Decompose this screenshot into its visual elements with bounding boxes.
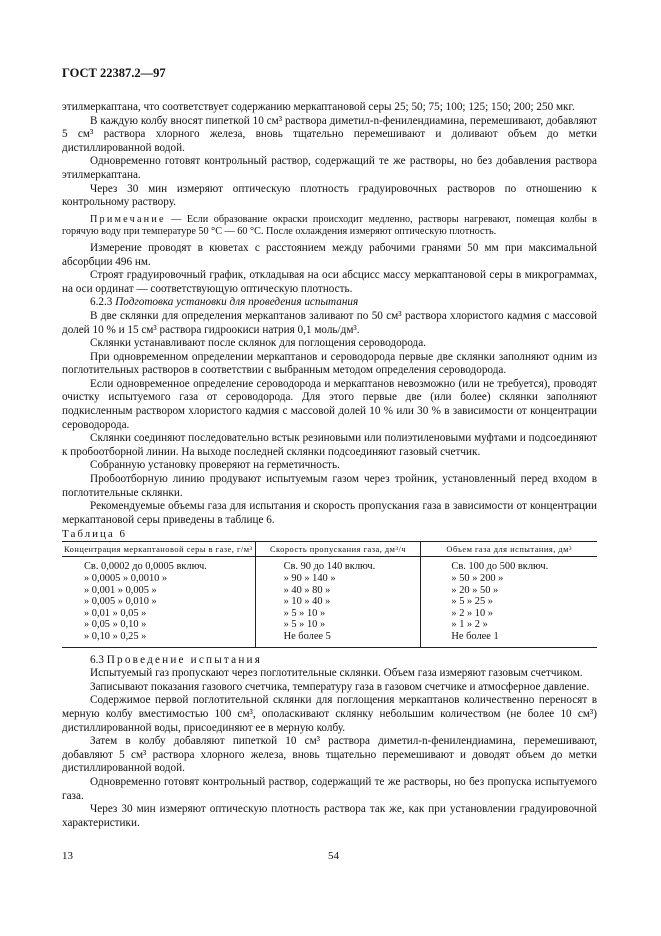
paragraph: Испытуемый газ пропускают через поглотительные склянки. Объем газа измеряют газовым счетчиком.: [90, 667, 583, 680]
table-caption: Таблица 6: [62, 528, 128, 541]
section-number: 6.2.3: [90, 296, 113, 309]
section-heading-6-2-3: [62, 296, 597, 310]
table-cell-line: » 0,01 » 0,05 »: [84, 607, 147, 619]
table-cell-volume: [421, 557, 597, 647]
table-cell-line: » 5 » 10 »: [283, 619, 326, 631]
paragraph: Склянки устанавливают после склянок для поглощения сероводорода.: [90, 337, 426, 350]
paragraph: Если одновременное определение сероводорода и меркаптанов невозможно (или не требуется), проводят очистку испытуемого газа от сероводорода. Для этого первые две (или более) склянки заполняют подкисленным раствором хлористого кадмия с массовой долей 10 % или 30 % в зависимости от концентрации сероводорода.: [62, 377, 597, 431]
paragraph: В две склянки для определения меркаптанов заливают по 50 см³ раствора хлористого кадмия с массовой долей 10 % и 15 см³ раствора гидроокиси натрия 0,1 моль/дм³.: [62, 309, 597, 336]
page-footer: [62, 850, 597, 862]
table-cell-line: » 1 » 2 »: [451, 619, 488, 631]
paragraph: Одновременно готовят контрольный раствор, содержащий те же растворы, но без пропуска испытуемого газа.: [62, 775, 597, 802]
paragraph: Склянки соединяют последовательно встык резиновыми или полиэтиленовыми муфтами и подсоединяют к пробоотборной линии. На выходе последней склянки подсоединяют газовый счетчик.: [62, 432, 597, 458]
footer-page-left: 13: [62, 850, 73, 862]
table-cell-line: » 20 » 50 »: [451, 584, 499, 596]
section-title: Проведение испытания: [106, 653, 263, 666]
table-row: [62, 557, 597, 647]
paragraph: Пробоотборную линию продувают испытуемым газом через тройник, установленный перед входом в поглотительные склянки.: [62, 473, 597, 499]
table-cell-line: Св. 0,0002 до 0,0005 включ.: [84, 561, 207, 573]
table-cell-line: » 90 » 140 »: [283, 573, 336, 584]
section-number: 6.3: [90, 653, 104, 666]
table-header-row: [62, 542, 597, 557]
table-cell-line: Не более 5: [283, 630, 331, 642]
table-header-cell: Концентрация меркаптановой серы в газе, г/м³: [62, 542, 255, 557]
table-cell-line: » 10 » 40 »: [283, 596, 331, 608]
table-cell-line: Св. 90 до 140 включ.: [283, 561, 376, 573]
table-cell-line: » 5 » 25 »: [451, 596, 493, 608]
note: [62, 214, 597, 239]
table-cell-line: » 50 » 200 »: [451, 573, 504, 584]
table-cell-line: » 2 » 10 »: [451, 607, 493, 619]
paragraph: Измерение проводят в кюветах с расстоянием между рабочими гранями 50 мм при максимальной абсорбции 496 нм.: [62, 241, 597, 268]
paragraph: этилмеркаптана, что соответствует содержанию меркаптановой серы 25; 50; 75; 100; 125; 150; 200; 250 мкг.: [62, 101, 575, 113]
table-cell-line: » 0,001 » 0,005 »: [84, 584, 157, 596]
table-cell-speed: [255, 557, 421, 647]
section-heading-6-3: [62, 654, 597, 668]
paragraph: Одновременно готовят контрольный раствор, содержащий те же растворы, но без добавления раствора этилмеркаптана.: [62, 155, 597, 181]
table-cell-line: » 40 » 80 »: [283, 584, 331, 596]
paragraph: Через 30 мин измеряют оптическую плотность раствора так же, как при установлении градуировочной характеристики.: [62, 803, 597, 829]
table-cell-line: Св. 100 до 500 включ.: [451, 561, 549, 573]
paragraph: Содержимое первой поглотительной склянки для поглощения меркаптанов количественно переносят в мерную колбу вместимостью 100 см³, ополаскивают склянку небольшим количеством (не более 10 см³) дистиллированной воды, присоединяют ее в мерную колбу.: [62, 694, 597, 734]
section-title: Подготовка установки для проведения испытания: [115, 296, 359, 309]
paragraph: Через 30 мин измеряют оптическую плотность градуировочных растворов по отношению к контрольному раствору.: [62, 182, 597, 209]
footer-page-number: 54: [328, 850, 339, 862]
paragraph: В каждую колбу вносят пипеткой 10 см³ раствора диметил-n-фенилендиамина, перемешивают, добавляют 5 см³ раствора хлорного железа, вновь тщательно перемешивают и доливают объем до метки дистиллированной водой.: [62, 114, 597, 154]
table-6: [62, 541, 597, 647]
paragraph: Строят градуировочный график, откладывая на оси абсцисс массу меркаптановой серы в микрограммах, на оси ординат — соответствующую оптическую плотность.: [62, 269, 597, 295]
note-label: Примечание: [90, 213, 166, 225]
table-header-cell: Скорость пропускания газа, дм³/ч: [255, 542, 421, 557]
table-cell-line: » 5 » 10 »: [283, 607, 326, 619]
table-cell-line: » 0,05 » 0,10 »: [84, 619, 147, 631]
table-cell-concentration: [62, 557, 255, 647]
table-cell-line: » 0,005 » 0,010 »: [84, 596, 157, 608]
table-cell-line: » 0,0005 » 0,0010 »: [84, 573, 168, 584]
paragraph: Записывают показания газового счетчика, температуру газа в газовом счетчике и атмосферное давление.: [90, 680, 590, 693]
paragraph: Рекомендуемые объемы газа для испытания и скорость пропускания газа в зависимости от концентрации меркаптановой серы приведены в таблице 6.: [62, 500, 597, 526]
table-cell-line: Не более 1: [451, 630, 499, 642]
document-page: [62, 66, 597, 830]
note-text: — Если образование окраски происходит медленно, растворы нагревают, помещая колбы в горячую воду при температуре 50 °С — 60 °С. После охлаждения измеряют оптическую плотность.: [62, 213, 597, 238]
table-cell-line: » 0,10 » 0,25 »: [84, 630, 147, 642]
table-header-cell: Объем газа для испытания, дм³: [421, 542, 597, 557]
paragraph: Собранную установку проверяют на герметичность.: [90, 459, 340, 472]
paragraph: При одновременном определении меркаптанов и сероводорода первые две склянки заполняют одним из поглотительных растворов в соответствии с выбранным методом определения сероводорода.: [62, 350, 597, 377]
document-header: ГОСТ 22387.2—97: [62, 66, 166, 80]
paragraph: Затем в колбу добавляют пипеткой 10 см³ раствора диметил-n-фенилендиамина, перемешивают, добавляют 5 см³ раствора хлорного железа, вновь тщательно перемешивают и доводят объем до метки дистиллированной водой.: [62, 735, 597, 775]
